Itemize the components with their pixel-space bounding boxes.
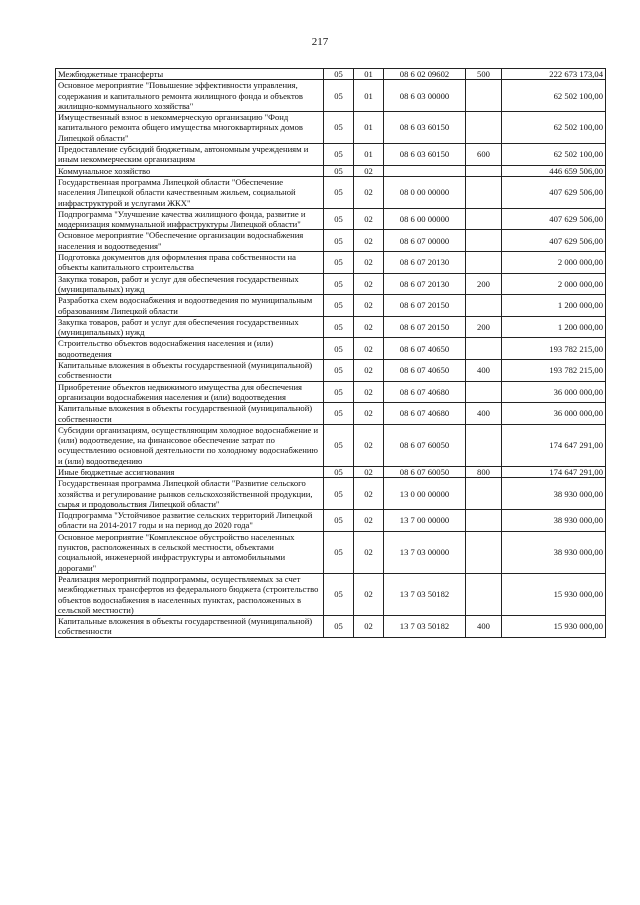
row-code-cell: 08 6 03 60150 <box>384 144 466 166</box>
row-code-cell: 08 6 07 20130 <box>384 252 466 274</box>
row-expense-type-cell <box>466 252 502 274</box>
row-code-cell: 08 6 07 20130 <box>384 273 466 295</box>
row-name-cell: Приобретение объектов недвижимого имущества для обеспечения организации водоснабжения населения и (или) водоотведения <box>56 381 324 403</box>
row-code-cell: 08 6 07 00000 <box>384 230 466 252</box>
row-amount-cell: 38 930 000,00 <box>502 510 606 532</box>
row-section-cell: 05 <box>324 510 354 532</box>
row-amount-cell: 38 930 000,00 <box>502 478 606 510</box>
table-row <box>56 466 606 477</box>
row-amount-cell: 222 673 173,04 <box>502 69 606 80</box>
row-code-cell <box>384 165 466 176</box>
table-row <box>56 403 606 425</box>
row-section-cell: 05 <box>324 165 354 176</box>
row-subsection-cell: 02 <box>354 176 384 208</box>
row-amount-cell: 407 629 506,00 <box>502 176 606 208</box>
row-section-cell: 05 <box>324 616 354 638</box>
row-section-cell: 05 <box>324 424 354 466</box>
row-expense-type-cell: 500 <box>466 69 502 80</box>
row-code-cell: 08 6 07 60050 <box>384 466 466 477</box>
row-expense-type-cell <box>466 531 502 573</box>
row-name-cell: Реализация мероприятий подпрограммы, осуществляемых за счет межбюджетных трансфертов из федерального бюджета (строительство объектов водоснабжения в населенных пунктах, расположенных в сельской местности) <box>56 573 324 615</box>
table-row <box>56 230 606 252</box>
table-row <box>56 424 606 466</box>
page-number: 217 <box>311 36 329 48</box>
table-row <box>56 176 606 208</box>
row-subsection-cell: 02 <box>354 616 384 638</box>
row-section-cell: 05 <box>324 295 354 317</box>
table-row <box>56 573 606 615</box>
row-expense-type-cell <box>466 573 502 615</box>
row-code-cell: 08 6 07 20150 <box>384 316 466 338</box>
row-amount-cell: 174 647 291,00 <box>502 466 606 477</box>
row-expense-type-cell: 400 <box>466 360 502 382</box>
row-section-cell: 05 <box>324 573 354 615</box>
row-name-cell: Закупка товаров, работ и услуг для обеспечения государственных (муниципальных) нужд <box>56 316 324 338</box>
row-expense-type-cell: 600 <box>466 144 502 166</box>
row-name-cell: Закупка товаров, работ и услуг для обеспечения государственных (муниципальных) нужд <box>56 273 324 295</box>
row-code-cell: 08 6 07 40650 <box>384 360 466 382</box>
row-section-cell: 05 <box>324 478 354 510</box>
row-code-cell: 13 7 03 50182 <box>384 616 466 638</box>
row-amount-cell: 62 502 100,00 <box>502 144 606 166</box>
row-name-cell: Основное мероприятие "Обеспечение организации водоснабжения населения и водоотведения" <box>56 230 324 252</box>
row-section-cell: 05 <box>324 403 354 425</box>
row-amount-cell: 193 782 215,00 <box>502 360 606 382</box>
budget-table-body <box>56 69 606 638</box>
row-subsection-cell: 02 <box>354 208 384 230</box>
row-subsection-cell: 02 <box>354 466 384 477</box>
row-section-cell: 05 <box>324 531 354 573</box>
row-expense-type-cell <box>466 338 502 360</box>
row-expense-type-cell: 800 <box>466 466 502 477</box>
row-amount-cell: 1 200 000,00 <box>502 295 606 317</box>
row-subsection-cell: 02 <box>354 381 384 403</box>
row-name-cell: Коммунальное хозяйство <box>56 165 324 176</box>
row-name-cell: Предоставление субсидий бюджетным, автономным учреждениям и иным некоммерческим организациям <box>56 144 324 166</box>
row-name-cell: Государственная программа Липецкой области "Развитие сельского хозяйства и регулирование рынков сельскохозяйственной продукции, сырья и продовольствия Липецкой области" <box>56 478 324 510</box>
table-row <box>56 252 606 274</box>
row-code-cell: 08 6 00 00000 <box>384 208 466 230</box>
row-name-cell: Подготовка документов для оформления права собственности на объекты капитального строительства <box>56 252 324 274</box>
row-subsection-cell: 01 <box>354 69 384 80</box>
row-amount-cell: 62 502 100,00 <box>502 80 606 112</box>
row-code-cell: 13 7 03 50182 <box>384 573 466 615</box>
table-row <box>56 208 606 230</box>
row-subsection-cell: 01 <box>354 80 384 112</box>
row-code-cell: 08 6 03 00000 <box>384 80 466 112</box>
row-amount-cell: 36 000 000,00 <box>502 403 606 425</box>
table-row <box>56 381 606 403</box>
row-subsection-cell: 02 <box>354 316 384 338</box>
row-amount-cell: 1 200 000,00 <box>502 316 606 338</box>
row-name-cell: Основное мероприятие "Повышение эффективности управления, содержания и капитального ремонта жилищного фонда и объектов жилищно-коммунального хозяйства" <box>56 80 324 112</box>
row-expense-type-cell <box>466 510 502 532</box>
table-row <box>56 165 606 176</box>
row-section-cell: 05 <box>324 466 354 477</box>
row-section-cell: 05 <box>324 144 354 166</box>
row-name-cell: Субсидии организациям, осуществляющим холодное водоснабжение и (или) водоотведение, на финансовое обеспечение затрат по осуществлению основной деятельности по холодному водоснабжению и (или) водоотведению <box>56 424 324 466</box>
row-code-cell: 08 6 07 40650 <box>384 338 466 360</box>
row-name-cell: Основное мероприятие "Комплексное обустройство населенных пунктов, расположенных в сельской местности, объектами социальной, инженерной инфраструктуры и автомобильными дорогами" <box>56 531 324 573</box>
row-section-cell: 05 <box>324 230 354 252</box>
row-expense-type-cell <box>466 381 502 403</box>
table-row <box>56 510 606 532</box>
row-name-cell: Разработка схем водоснабжения и водоотведения по муниципальным образованиям Липецкой области <box>56 295 324 317</box>
row-subsection-cell: 02 <box>354 338 384 360</box>
row-expense-type-cell <box>466 208 502 230</box>
row-subsection-cell: 02 <box>354 531 384 573</box>
row-section-cell: 05 <box>324 381 354 403</box>
table-row <box>56 316 606 338</box>
table-row <box>56 144 606 166</box>
row-code-cell: 08 6 07 60050 <box>384 424 466 466</box>
row-name-cell: Строительство объектов водоснабжения населения и (или) водоотведения <box>56 338 324 360</box>
row-section-cell: 05 <box>324 80 354 112</box>
row-code-cell: 08 6 07 20150 <box>384 295 466 317</box>
row-amount-cell: 407 629 506,00 <box>502 208 606 230</box>
row-name-cell: Подпрограмма "Устойчивое развитие сельских территорий Липецкой области на 2014-2017 годы и на период до 2020 года" <box>56 510 324 532</box>
row-subsection-cell: 01 <box>354 144 384 166</box>
table-row <box>56 478 606 510</box>
row-expense-type-cell <box>466 80 502 112</box>
row-amount-cell: 38 930 000,00 <box>502 531 606 573</box>
row-name-cell: Государственная программа Липецкой области "Обеспечение населения Липецкой области качественным жильем, социальной инфраструктурой и услугами ЖКХ" <box>56 176 324 208</box>
row-name-cell: Межбюджетные трансферты <box>56 69 324 80</box>
row-section-cell: 05 <box>324 273 354 295</box>
row-code-cell: 08 6 07 40680 <box>384 381 466 403</box>
table-row <box>56 112 606 144</box>
row-expense-type-cell <box>466 112 502 144</box>
row-expense-type-cell <box>466 165 502 176</box>
row-amount-cell: 15 930 000,00 <box>502 616 606 638</box>
row-amount-cell: 407 629 506,00 <box>502 230 606 252</box>
row-amount-cell: 36 000 000,00 <box>502 381 606 403</box>
row-subsection-cell: 02 <box>354 295 384 317</box>
row-code-cell: 08 0 00 00000 <box>384 176 466 208</box>
row-expense-type-cell: 200 <box>466 273 502 295</box>
table-row <box>56 69 606 80</box>
row-code-cell: 08 6 07 40680 <box>384 403 466 425</box>
row-expense-type-cell: 400 <box>466 616 502 638</box>
row-section-cell: 05 <box>324 316 354 338</box>
row-expense-type-cell <box>466 424 502 466</box>
row-code-cell: 13 7 03 00000 <box>384 531 466 573</box>
table-row <box>56 616 606 638</box>
row-code-cell: 13 0 00 00000 <box>384 478 466 510</box>
row-code-cell: 08 6 02 09602 <box>384 69 466 80</box>
row-amount-cell: 2 000 000,00 <box>502 252 606 274</box>
table-row <box>56 273 606 295</box>
row-amount-cell: 193 782 215,00 <box>502 338 606 360</box>
row-expense-type-cell <box>466 295 502 317</box>
row-section-cell: 05 <box>324 338 354 360</box>
row-subsection-cell: 02 <box>354 252 384 274</box>
table-row <box>56 360 606 382</box>
table-row <box>56 80 606 112</box>
row-name-cell: Иные бюджетные ассигнования <box>56 466 324 477</box>
row-name-cell: Подпрограмма "Улучшение качества жилищного фонда, развитие и модернизация коммунальной инфраструктуры Липецкой области" <box>56 208 324 230</box>
budget-table <box>55 68 606 638</box>
row-amount-cell: 62 502 100,00 <box>502 112 606 144</box>
row-subsection-cell: 02 <box>354 230 384 252</box>
row-expense-type-cell: 400 <box>466 403 502 425</box>
row-name-cell: Капитальные вложения в объекты государственной (муниципальной) собственности <box>56 360 324 382</box>
row-section-cell: 05 <box>324 112 354 144</box>
row-subsection-cell: 01 <box>354 112 384 144</box>
row-subsection-cell: 02 <box>354 273 384 295</box>
row-subsection-cell: 02 <box>354 403 384 425</box>
row-subsection-cell: 02 <box>354 424 384 466</box>
row-subsection-cell: 02 <box>354 573 384 615</box>
table-row <box>56 338 606 360</box>
row-amount-cell: 2 000 000,00 <box>502 273 606 295</box>
row-amount-cell: 446 659 506,00 <box>502 165 606 176</box>
table-row <box>56 531 606 573</box>
row-code-cell: 08 6 03 60150 <box>384 112 466 144</box>
row-section-cell: 05 <box>324 208 354 230</box>
row-expense-type-cell <box>466 478 502 510</box>
row-code-cell: 13 7 00 00000 <box>384 510 466 532</box>
row-subsection-cell: 02 <box>354 165 384 176</box>
row-section-cell: 05 <box>324 69 354 80</box>
row-subsection-cell: 02 <box>354 360 384 382</box>
row-subsection-cell: 02 <box>354 478 384 510</box>
row-expense-type-cell <box>466 230 502 252</box>
row-amount-cell: 15 930 000,00 <box>502 573 606 615</box>
row-section-cell: 05 <box>324 252 354 274</box>
row-name-cell: Капитальные вложения в объекты государственной (муниципальной) собственности <box>56 403 324 425</box>
row-section-cell: 05 <box>324 360 354 382</box>
row-subsection-cell: 02 <box>354 510 384 532</box>
row-section-cell: 05 <box>324 176 354 208</box>
table-row <box>56 295 606 317</box>
row-name-cell: Капитальные вложения в объекты государственной (муниципальной) собственности <box>56 616 324 638</box>
row-expense-type-cell: 200 <box>466 316 502 338</box>
row-name-cell: Имущественный взнос в некоммерческую организацию "Фонд капитального ремонта общего имущества многоквартирных домов Липецкой области" <box>56 112 324 144</box>
row-expense-type-cell <box>466 176 502 208</box>
row-amount-cell: 174 647 291,00 <box>502 424 606 466</box>
